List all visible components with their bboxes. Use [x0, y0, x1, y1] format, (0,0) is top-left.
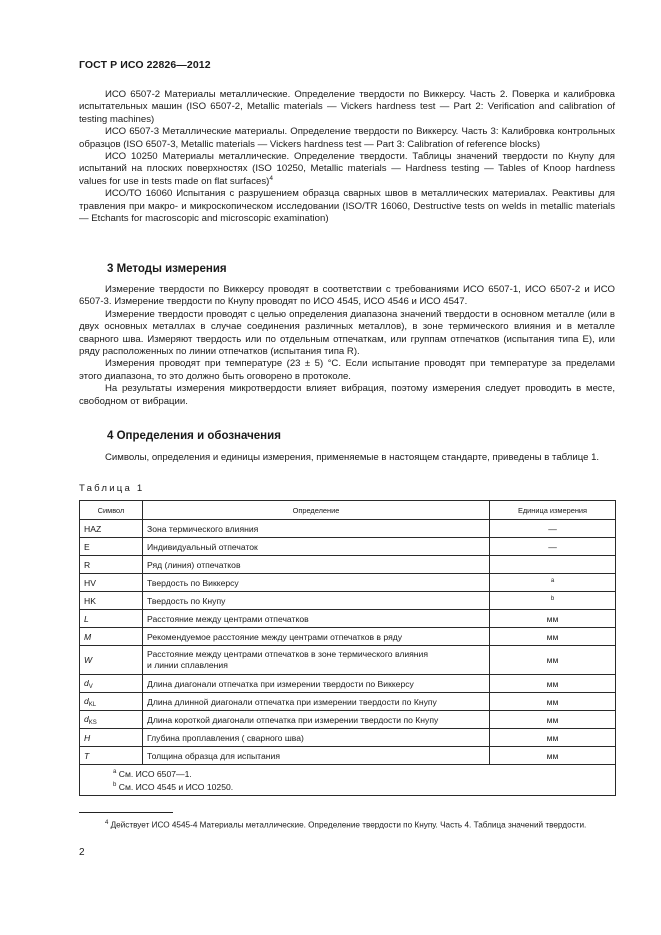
reference-item — [79, 151, 615, 188]
reference-item: ИСО 6507-3 Металлические материалы. Определение твердости по Виккерсу. Часть 3: Калибровка контрольных образцов (ISO 6507-3, Metallic materials — Vickers hardness test — Part 3: Calibration of reference blocks) — [79, 126, 615, 150]
symbol-main: d — [84, 677, 89, 688]
footnote-text: Действует ИСО 4545-4 Материалы металлические. Определение твердости по Кнупу. Часть 4. Таблица значений твердости. — [110, 820, 587, 830]
unit-cell — [490, 574, 616, 592]
paragraph: Измерение твердости по Виккерсу проводят в соответствии с требованиями ИСО 6507-1, ИСО 6507-2 и ИСО 6507-3. Измерение твердости по Кнупу проводят по ИСО 4545, ИСО 4546 и ИСО 4547. — [79, 284, 615, 308]
symbol-cell: T — [80, 747, 143, 765]
unit-cell: — — [490, 520, 616, 538]
section-4-body — [79, 452, 615, 464]
symbol-cell: L — [80, 610, 143, 628]
paragraph: Измерение твердости проводят с целью определения диапазона значений твердости в основном металле (или в двух основных металлах в случае соединения различных металлов), в зоне термического влияния и в металле сварного шва. Измеряют твердость или по отдельным отпечаткам, или группам отпечатков (испытания типа E), или ряду расположенных по линии отпечатков (испытания типа R). — [79, 308, 615, 358]
unit-cell: мм — [490, 711, 616, 729]
symbol-main: d — [84, 713, 89, 724]
definition-cell — [143, 646, 490, 675]
note-mark: b — [113, 782, 117, 788]
table-row — [80, 520, 616, 538]
paragraph: Измерения проводят при температуре (23 ± 5) °С. Если испытание проводят при температуре за пределами этого диапазона, то это должно быть оговорено в протоколе. — [79, 358, 615, 382]
definition-cell: Глубина проплавления ( сварного шва) — [143, 729, 490, 747]
symbols-table — [79, 500, 616, 796]
definition-cell: Расстояние между центрами отпечатков — [143, 610, 490, 628]
symbol-cell: HV — [80, 574, 143, 592]
document-header: ГОСТ Р ИСО 22826—2012 — [79, 59, 211, 71]
definition-line: и линии сплавления — [147, 660, 228, 670]
reference-text: ИСО 10250 Материалы металлические. Определение твердости. Таблицы значений твердости по Кнупу для испытаний на плоских поверхностях (ISO 10250, Metallic materials — Hardness testing — Tables of Knoop hardness values for use in tests made on flat surfaces) — [79, 151, 615, 187]
definition-cell: Твердость по Виккерсу — [143, 574, 490, 592]
footnote — [79, 818, 615, 831]
definition-cell: Рекомендуемое расстояние между центрами отпечатков в ряду — [143, 628, 490, 646]
footnote-reference[interactable]: 4 — [269, 174, 273, 182]
unit-cell — [490, 556, 616, 574]
table-row — [80, 693, 616, 711]
note-mark: a — [113, 769, 117, 776]
table-row — [80, 646, 616, 675]
unit-cell: мм — [490, 747, 616, 765]
symbol-main: d — [84, 695, 89, 706]
table-row — [80, 592, 616, 610]
column-header-symbol: Символ — [80, 501, 143, 520]
definition-cell: Твердость по Кнупу — [143, 592, 490, 610]
symbol-subscript: KL — [88, 701, 97, 708]
definition-cell: Индивидуальный отпечаток — [143, 538, 490, 556]
note-text: См. ИСО 4545 и ИСО 10250. — [118, 781, 234, 792]
table-notes — [80, 765, 616, 796]
unit-cell: мм — [490, 675, 616, 693]
table-note — [113, 767, 611, 780]
paragraph: Символы, определения и единицы измерения, применяемые в настоящем стандарте, приведены в таблице 1. — [105, 452, 600, 463]
column-header-unit: Единица измерения — [490, 501, 616, 520]
unit-cell: мм — [490, 729, 616, 747]
symbol-cell: HAZ — [80, 520, 143, 538]
unit-cell: — — [490, 538, 616, 556]
unit-cell: мм — [490, 646, 616, 675]
table-row — [80, 538, 616, 556]
unit-cell: мм — [490, 628, 616, 646]
symbol-cell — [80, 693, 143, 711]
table-row — [80, 711, 616, 729]
symbol-cell: E — [80, 538, 143, 556]
definition-cell: Толщина образца для испытания — [143, 747, 490, 765]
table-notes-row — [80, 765, 616, 796]
symbol-subscript: KS — [88, 719, 97, 726]
definition-cell: Длина диагонали отпечатка при измерении твердости по Виккерсу — [143, 675, 490, 693]
section-4-heading: 4 Определения и обозначения — [107, 430, 281, 442]
section-3-body — [79, 284, 615, 408]
table-note-reference: b — [550, 595, 555, 602]
unit-cell: мм — [490, 693, 616, 711]
section-3-heading: 3 Методы измерения — [107, 263, 227, 275]
table-note — [113, 780, 611, 793]
symbol-cell — [80, 711, 143, 729]
table-row — [80, 729, 616, 747]
unit-cell — [490, 592, 616, 610]
symbol-cell: H — [80, 729, 143, 747]
definition-cell: Длина короткой диагонали отпечатка при измерении твердости по Кнупу — [143, 711, 490, 729]
definition-cell: Зона термического влияния — [143, 520, 490, 538]
table-header-row — [80, 501, 616, 520]
reference-item: ИСО/ТО 16060 Испытания с разрушением образца сварных швов в металлических материалах. Реактивы для травления при макро- и микроскопическом исследовании (ISO/TR 16060, Destructive tests on welds in metallic materials — Etchants for macroscopic and microscopic examination) — [79, 188, 615, 225]
table-row — [80, 628, 616, 646]
definition-cell: Ряд (линия) отпечатков — [143, 556, 490, 574]
normative-references — [79, 89, 615, 225]
definition-line: Расстояние между центрами отпечатков в зоне термического влияния — [147, 649, 428, 659]
symbol-cell: M — [80, 628, 143, 646]
table-caption: Таблица 1 — [79, 483, 145, 494]
unit-cell: мм — [490, 610, 616, 628]
table-row — [80, 556, 616, 574]
note-text: См. ИСО 6507—1. — [118, 769, 192, 779]
footnote-separator — [79, 812, 173, 813]
page-number: 2 — [79, 847, 85, 858]
definition-cell: Длина длинной диагонали отпечатка при измерении твердости по Кнупу — [143, 693, 490, 711]
table-row — [80, 675, 616, 693]
table-note-reference: a — [550, 577, 555, 584]
symbol-cell: W — [80, 646, 143, 675]
table-row — [80, 747, 616, 765]
symbol-cell: HK — [80, 592, 143, 610]
symbol-cell — [80, 675, 143, 693]
reference-item: ИСО 6507-2 Материалы металлические. Определение твердости по Виккерсу. Часть 2. Поверка и калибровка испытательных машин (ISO 6507-2, Metallic materials — Vickers hardness test — Part 2: Verification and calibration of testing machines) — [79, 89, 615, 125]
column-header-definition: Определение — [143, 501, 490, 520]
symbol-subscript: V — [88, 683, 93, 690]
paragraph: На результаты измерения микротвердости влияет вибрация, поэтому измерения следует проводить в месте, свободном от вибрации. — [79, 383, 615, 407]
table-row — [80, 574, 616, 592]
symbol-cell: R — [80, 556, 143, 574]
footnote-mark: 4 — [105, 820, 109, 826]
table-row — [80, 610, 616, 628]
